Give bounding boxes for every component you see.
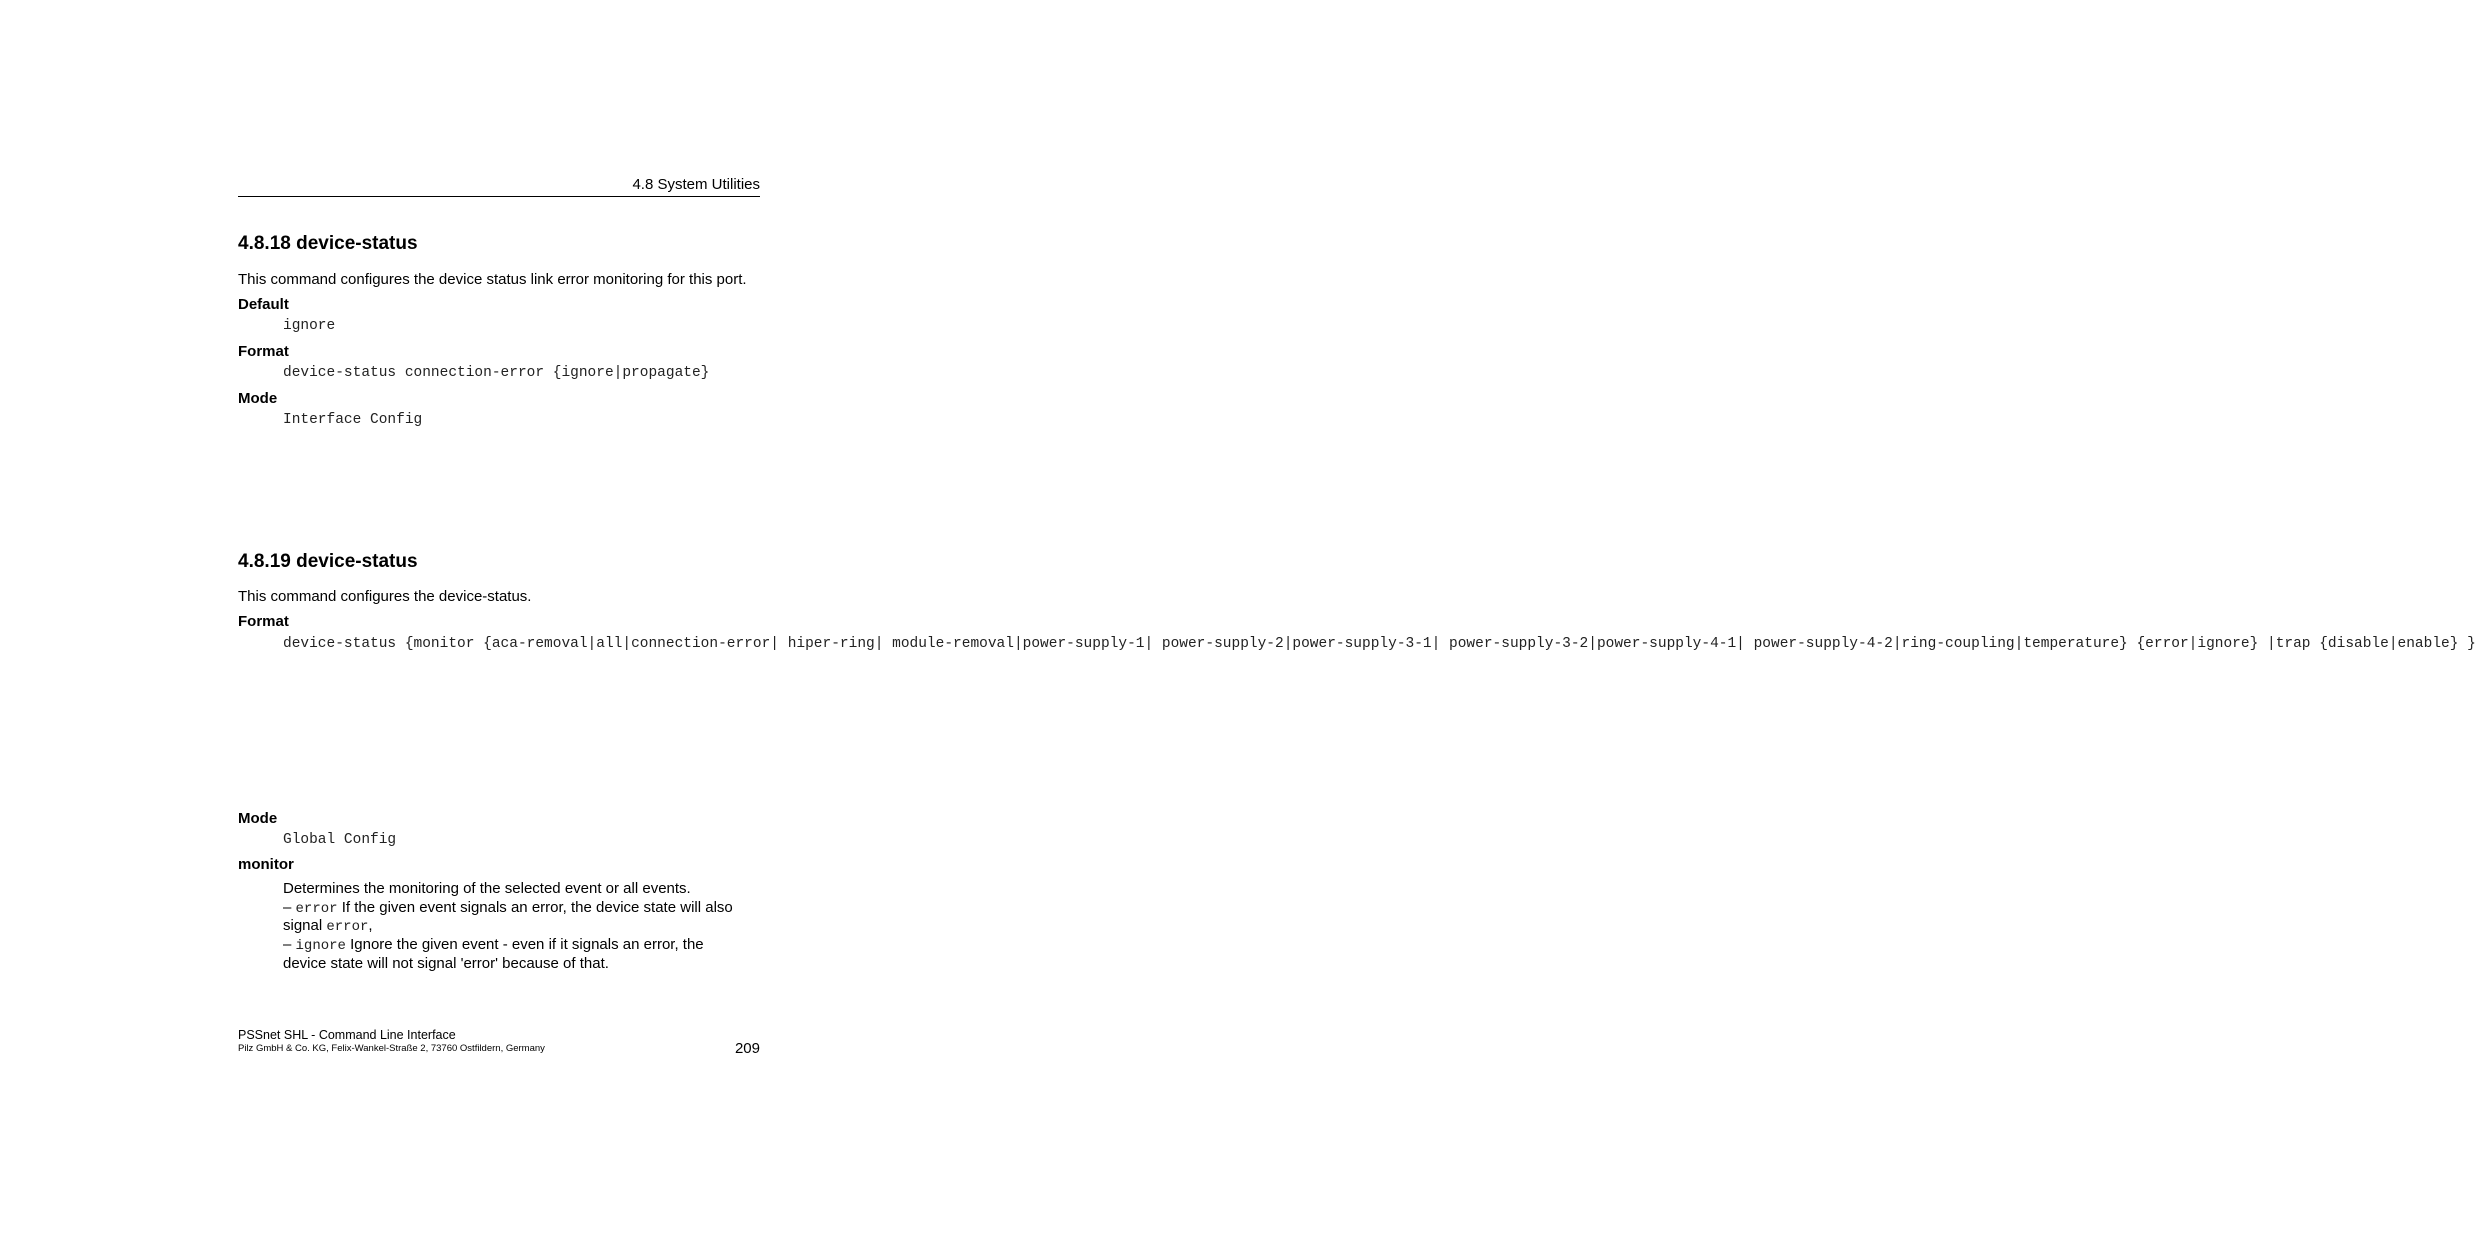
format-line: hiper-ring|	[787, 636, 884, 652]
section-18-mode-value: Interface Config	[283, 412, 423, 428]
monitor-parameter-label: monitor	[238, 856, 294, 873]
footer-document-title: PSSnet SHL - Command Line Interface	[238, 1028, 456, 1042]
format-line: power-supply-3-2|power-supply-4-1|	[1449, 636, 1745, 652]
error-dash: –	[283, 899, 296, 916]
header-rule	[238, 196, 760, 197]
ignore-option-line	[283, 936, 704, 954]
format-line: {error|ignore}	[2136, 636, 2259, 652]
format-line: device-status	[283, 636, 397, 652]
section-18-description: This command configures the device status link error monitoring for this port.	[238, 271, 747, 288]
format-line: power-supply-4-2|ring-coupling|temperature}	[1753, 636, 2128, 652]
section-18-default-label: Default	[238, 296, 289, 313]
page-number: 209	[734, 1040, 760, 1057]
section-19-format-code	[283, 636, 2476, 652]
format-line: power-supply-2|power-supply-3-1|	[1161, 636, 1441, 652]
error-description: If the given event signals an error, the device state will also	[337, 899, 733, 916]
section-19-description: This command configures the device-status.	[238, 588, 532, 605]
section-18-format-value: device-status connection-error {ignore|propagate}	[283, 365, 710, 381]
section-19-mode-value: Global Config	[283, 832, 397, 848]
section-19-mode-label: Mode	[238, 810, 278, 827]
ignore-dash: –	[283, 936, 296, 953]
error-signal-text: signal	[283, 917, 327, 934]
error-option-line-2	[283, 917, 373, 935]
monitor-description: Determines the monitoring of the selected event or all events.	[283, 880, 691, 897]
section-19-title: 4.8.19 device-status	[238, 551, 418, 572]
error-option-line	[283, 899, 733, 917]
running-header: 4.8 System Utilities	[632, 176, 760, 193]
format-line: {monitor {aca-removal|all|connection-error|	[404, 636, 779, 652]
section-19-format-label: Format	[238, 613, 289, 630]
error-keyword: error	[295, 901, 338, 917]
ignore-keyword: ignore	[295, 938, 346, 954]
section-18-mode-label: Mode	[238, 390, 278, 407]
ignore-option-line-2: device state will not signal 'error' because of that.	[283, 955, 609, 972]
section-18-format-label: Format	[238, 343, 289, 360]
section-18-title: 4.8.18 device-status	[238, 233, 418, 254]
error-keyword-2: error	[326, 919, 369, 935]
ignore-description: Ignore the given event - even if it signals an error, the	[345, 936, 704, 953]
format-line: module-removal|power-supply-1|	[892, 636, 1154, 652]
footer-address: Pilz GmbH & Co. KG, Felix-Wankel-Straße 2, 73760 Ostfildern, Germany	[238, 1043, 545, 1054]
format-line: |trap {disable|enable} }	[2267, 636, 2476, 652]
section-18-default-value: ignore	[283, 318, 336, 334]
error-comma: ,	[368, 917, 373, 934]
